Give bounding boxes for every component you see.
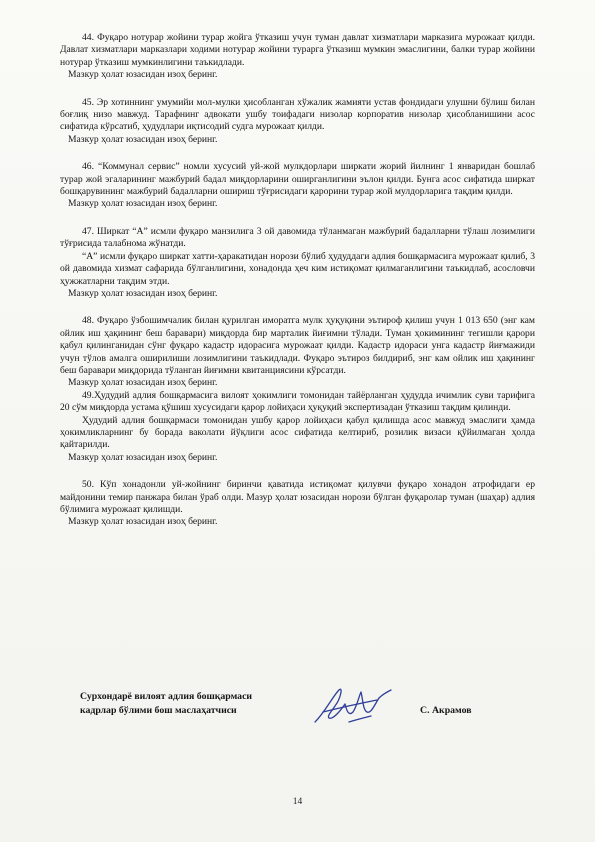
case-text: 47. Ширкат “А” исмли фуқаро манзилига 3 ой давомида тўланмаган мажбурий бадалларни тўлаш лозимлиги тўғрисида талабнома жўнатди. [60,225,535,250]
handwritten-signature [305,682,395,730]
signatory-position [80,690,330,718]
case-instruction: Мазкур ҳолат юзасидан изоҳ беринг. [68,133,218,145]
case-instruction: Мазкур ҳолат юзасидан изоҳ беринг. [68,516,218,528]
case-44 [60,32,535,82]
case-text: 49.Ҳудудий адлия бошқармасига вилоят ҳокимлиги томонидан тайёрланган ҳудудда ичимлик суви тарифига 20 сўм миқдорда устама қўшиш хусусидаги қарор лойиҳаси ҳуқуқий экспертизадан ўтказиш тақдим қилинди. [60,389,535,414]
case-text-continued: Ҳудудий адлия бошқармаси томонидан ушбу қарор лойиҳаси қабул қилишда асос мавжуд эмаслиги ҳамда ҳокимликларнинг бу борада ваколати йўқлиги асос сифатида келтириб, розилик визаси қўйилмаган ҳолда қайтарилди. [60,414,535,451]
case-50 [60,479,535,529]
signature-block [80,690,520,730]
case-instruction: Мазкур ҳолат юзасидан изоҳ беринг. [68,69,218,81]
page-number: 14 [292,797,303,807]
document-body [60,32,535,544]
case-45 [60,97,535,147]
case-49 [60,390,535,464]
case-text: 48. Фуқаро ўзбошимчалик билан қурилган иморатга мулк ҳуқуқини эътироф қилиш учун 1 013 650 (энг кам ойлик иш ҳақининг беш баравари) миқдорда бир марталик йиғимни тўлади. Туман ҳокимининг тегишли қарори қабул қилинганидан сўнг фуқаро кадастр идорасига мурожаат қилди. Кадастр идораси унга кадастр йиғмажиди учун тўлов амалга оширилиши лозимлигини таъкидлади. Фуқаро эътироз билдириб, энг кам ойлик иш ҳақининг беш баравари миқдорида тўланган йиғимни квитанциясини кўрсатди. [60,315,535,376]
case-instruction: Мазкур ҳолат юзасидан изоҳ беринг. [68,377,218,389]
signatory-org-line2: кадрлар бўлими бош маслаҳатчиси [80,705,237,716]
case-text: 44. Фуқаро нотурар жойини турар жойга ўтказиш учун туман давлат хизматлари марказига мурожаат қилди. Давлат хизматлари марказлари ходими нотурар жойини турарга ўтказиш мумкин эмаслигини, балки турар жойини нотурар ўтказиш мумкинлигини таъкидлади. [60,32,535,68]
case-text: 45. Эр хотиннинг умумийи мол-мулки ҳисобланган хўжалик жамияти устав фондидаги улушни бўлиш билан боғлиқ низо мавжуд. Тарафнинг адвокати ушбу тоифадаги низолар корпоратив низолар ҳисобланишини асос сифатида кўрсатиб, ҳудудлари иқтисодий судга мурожаат қилди. [60,96,535,133]
case-47 [60,226,535,300]
case-instruction: Мазкур ҳолат юзасидан изоҳ беринг. [68,198,218,210]
case-text: 50. Кўп хонадонли уй-жойнинг биринчи қаватида истиқомат қилувчи фуқаро хонадон атрофидаги ер майдонини темир панжара билан ўраб олди. Мазур ҳолат юзасидан норози бўлган фуқаролар туман (шаҳар) адлия бўлимига мурожаат қилишди. [60,479,535,515]
case-48 [60,315,535,389]
signatory-org-line1: Сурхондарё вилоят адлия бошқармаси [80,691,253,702]
case-46 [60,161,535,211]
case-text-continued: “А” исмли фуқаро ширкат хатти-ҳаракатидан норози бўлиб ҳудуддаги адлия бошқармасига мурожаат қилиб, 3 ой давомида хизмат сафарида бўлганлигини, хонадонда ҳеч ким истиқомат қилмаганлигини таъкидлаб, асословчи ҳужжатларни тақдим этди. [60,250,535,287]
case-text: 46. “Коммунал сервис” номли хусусий уй-жой мулкдорлари ширкати жорий йилнинг 1 январидан бошлаб турар жой эгаларининг мажбурий бадал миқдорларини оширганлигини эълон қилди. Бунга асос сифатида ширкат бошқарувининг мажбурий бадалларни ошириш тўғрисидаги қарорини турар жой мулдорларига тақдим қилди. [60,161,535,198]
signatory-name: С. Акрамов [420,705,472,716]
case-instruction: Мазкур ҳолат юзасидан изоҳ беринг. [68,287,218,299]
case-instruction: Мазкур ҳолат юзасидан изоҳ беринг. [68,451,218,463]
